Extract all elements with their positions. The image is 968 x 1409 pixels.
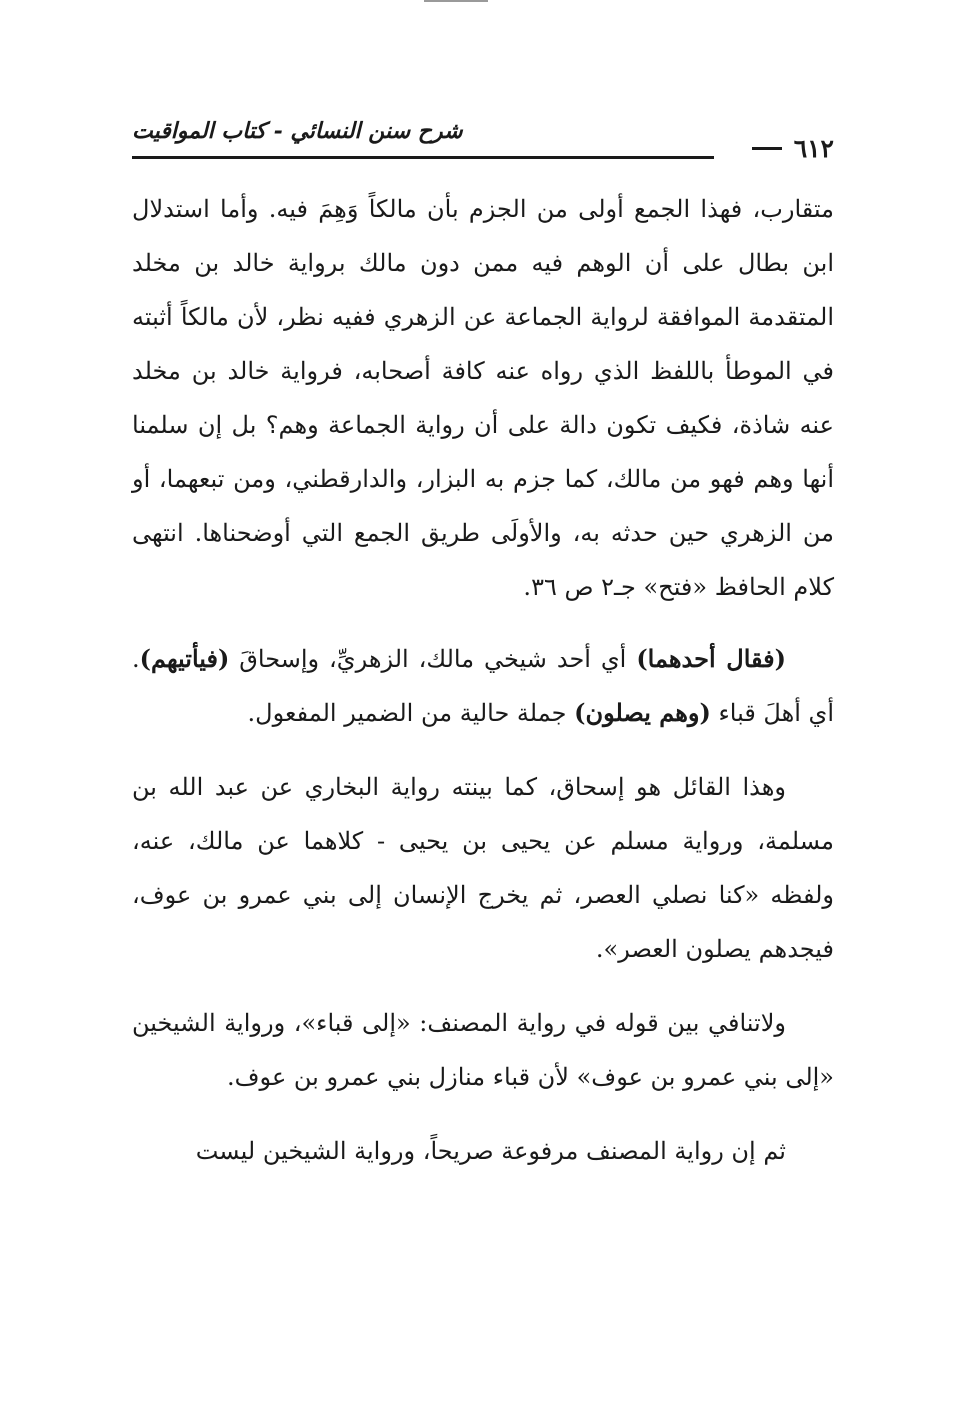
running-title: شرح سنن النسائي - كتاب المواقيت xyxy=(132,118,463,144)
page-number-value: ٦١٢ xyxy=(793,134,834,163)
page-number xyxy=(752,134,834,163)
paragraph-5: ثم إن رواية المصنف مرفوعة صريحاً، ورواية الشيخين ليست xyxy=(195,1137,786,1165)
paragraph-2-text-2: . أي أهلَ قباء xyxy=(132,645,834,727)
paragraph-2-text-3: جملة حالية من الضمير المفعول. xyxy=(247,699,575,727)
quoted-phrase-2: (فيأتيهم) xyxy=(139,644,230,673)
quoted-phrase-3: (وهم يصلون) xyxy=(574,698,711,727)
paragraph-3: وهذا القائل هو إسحاق، كما بينته رواية البخاري عن عبد الله بن مسلمة، ورواية مسلم عن يحيى بن يحيى - كلاهما عن مالك، عنه، ولفظه «كنا نصلي العصر، ثم يخرج الإنسان إلى بني عمرو بن عوف، فيجدهم يصلون العصر». xyxy=(132,773,834,963)
page-header xyxy=(132,118,834,166)
paragraph-2-text-1: أي أحد شيخي مالك، الزهريِّ، وإسحاقَ xyxy=(229,645,637,673)
paragraph-4: ولاتنافي بين قوله في رواية المصنف: «إلى قباء»، ورواية الشيخين «إلى بني عمرو بن عوف» لأن قباء منازل بني عمرو بن عوف. xyxy=(132,1009,834,1091)
paragraph-2 xyxy=(132,632,834,740)
page-body xyxy=(132,182,834,1198)
paragraph-1: متقارب، فهذا الجمع أولى من الجزم بأن مالكاً وَهِمَ فيه. وأما استدلال ابن بطال على أن الوهم فيه ممن دون مالك برواية خالد بن مخلد المتقدمة الموافقة لرواية الجماعة عن الزهري ففيه نظر، لأن مالكاً أثبته في الموطأ باللفظ الذي رواه عنه كافة أصحابه، فرواية خالد بن مخلد عنه شاذة، فكيف تكون دالة على أن رواية الجماعة وهم؟ بل إن سلمنا أنها وهم فهو من مالك، كما جزم به البزار، والدارقطني، ومن تبعهما، أو من الزهري حين حدثه به، والأولَى طريق الجمع التي أوضحناها. انتهى كلام الحافظ «فتح» جـ٢ ص ٣٦. xyxy=(132,195,834,601)
quoted-phrase-1: (فقال أحدهما) xyxy=(636,644,787,673)
page-number-dash xyxy=(752,147,782,150)
scan-edge-mark xyxy=(424,0,488,2)
header-rule xyxy=(132,156,714,159)
